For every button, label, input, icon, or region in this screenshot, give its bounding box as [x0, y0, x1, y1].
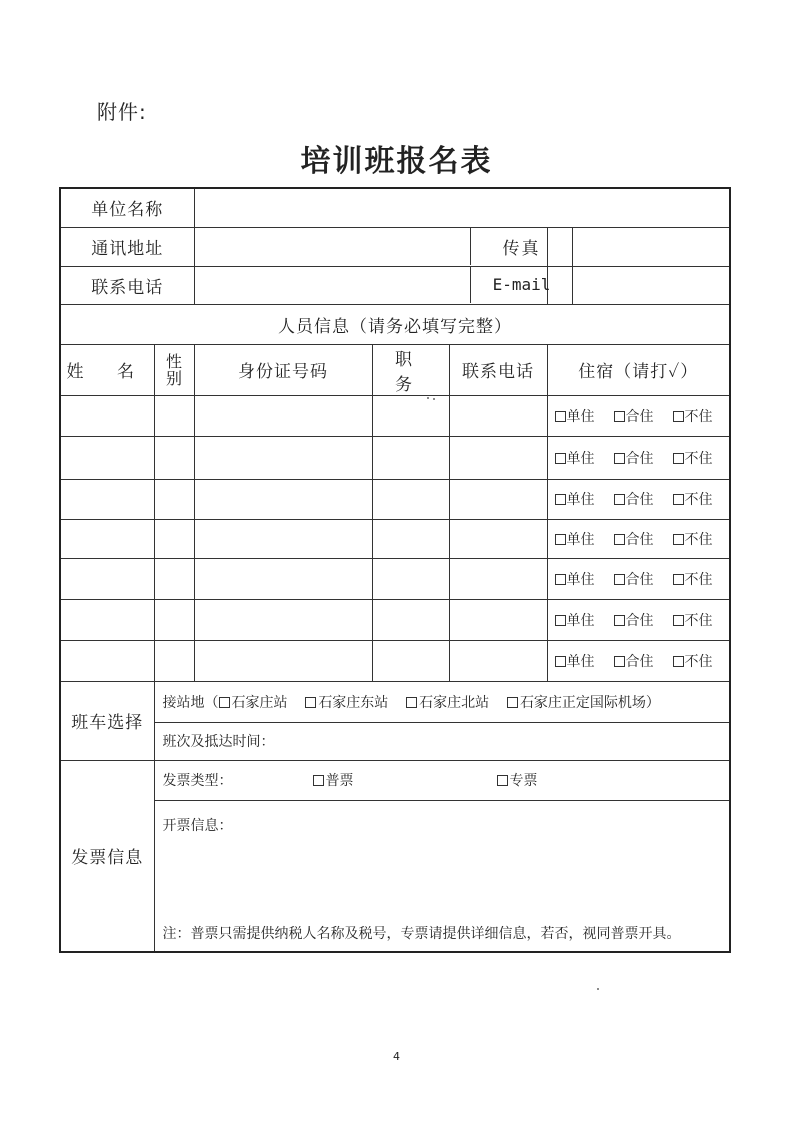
email-field[interactable] — [572, 266, 730, 304]
person-id-cell[interactable] — [194, 558, 372, 599]
person-position-cell[interactable] — [372, 640, 449, 681]
person-sex-cell[interactable] — [154, 599, 194, 640]
person-row — [60, 479, 730, 519]
person-name-cell[interactable] — [60, 519, 154, 558]
stay-option[interactable] — [555, 406, 614, 426]
stay-option-label: 合住 — [625, 571, 654, 588]
shuttle-row-1 — [60, 681, 730, 722]
stay-option[interactable] — [673, 448, 732, 468]
phone-label: 联系电话 — [60, 266, 194, 304]
person-position-cell[interactable] — [372, 519, 449, 558]
person-position-cell[interactable] — [372, 395, 449, 436]
invoice-option-label: 普票 — [325, 773, 354, 789]
accommodation-options — [547, 640, 730, 681]
col-name: 姓 名 — [60, 344, 154, 395]
stay-option-label: 不住 — [684, 492, 713, 508]
fax-field[interactable] — [572, 227, 730, 266]
station-label: 石家庄东站 — [318, 694, 389, 711]
stay-option[interactable] — [555, 448, 614, 468]
accommodation-options — [547, 599, 730, 640]
person-phone-cell[interactable] — [449, 558, 547, 599]
stay-option-label: 不住 — [684, 450, 713, 467]
col-id-number: 身份证号码 — [194, 344, 372, 395]
accommodation-options — [547, 558, 730, 599]
stay-option-label: 合住 — [625, 450, 654, 467]
stay-option[interactable] — [673, 489, 732, 509]
personnel-header: 人员信息（请务必填写完整） — [60, 304, 730, 344]
fax-label: 传真 — [470, 227, 572, 265]
checkbox-icon[interactable] — [614, 453, 625, 464]
checkbox-icon[interactable] — [673, 574, 684, 585]
pickup-line — [154, 681, 730, 722]
person-phone-cell[interactable] — [449, 519, 547, 558]
checkbox-icon[interactable] — [614, 534, 625, 545]
person-position-cell[interactable] — [372, 479, 449, 519]
person-phone-cell[interactable] — [449, 436, 547, 479]
stay-option-label: 合住 — [625, 612, 654, 629]
stay-option-label: 单住 — [566, 450, 595, 467]
checkbox-icon[interactable] — [555, 574, 566, 585]
person-position-cell[interactable] — [372, 436, 449, 479]
col-sex-line2: 别 — [165, 368, 182, 388]
checkbox-icon[interactable] — [614, 494, 625, 505]
checkbox-icon[interactable] — [406, 697, 417, 708]
station-option-2[interactable] — [305, 695, 388, 711]
scan-speck — [597, 988, 599, 990]
unit-row — [60, 188, 730, 227]
checkbox-icon[interactable] — [313, 775, 324, 786]
person-sex-cell[interactable] — [154, 519, 194, 558]
checkbox-icon[interactable] — [219, 697, 230, 708]
unit-field[interactable] — [194, 188, 730, 227]
person-row — [60, 436, 730, 479]
stay-option-label: 不住 — [684, 653, 713, 670]
person-row — [60, 395, 730, 436]
person-phone-cell[interactable] — [449, 479, 547, 519]
stay-option-label: 不住 — [684, 408, 713, 425]
checkbox-icon[interactable] — [614, 574, 625, 585]
stay-option[interactable] — [673, 610, 732, 630]
person-sex-cell[interactable] — [154, 479, 194, 519]
stay-option[interactable] — [614, 569, 673, 589]
registration-form-table — [59, 187, 731, 953]
person-sex-cell[interactable] — [154, 558, 194, 599]
stay-option-label: 单住 — [566, 571, 595, 588]
scan-speck — [433, 398, 435, 400]
pickup-prefix: 接站地（ — [162, 694, 219, 711]
checkbox-icon[interactable] — [614, 615, 625, 626]
station-label: 石家庄北站 — [419, 694, 490, 711]
stay-option[interactable] — [555, 610, 614, 630]
invoice-note: 注：普票只需提供纳税人名称及税号，专票请提供详细信息，若否，视同普票开具。 — [162, 926, 681, 942]
checkbox-icon[interactable] — [673, 411, 684, 422]
column-header-row — [60, 344, 730, 395]
person-sex-cell[interactable] — [154, 640, 194, 681]
invoice-type-label: 发票类型： — [162, 773, 233, 789]
checkbox-icon[interactable] — [555, 494, 566, 505]
accommodation-options — [547, 519, 730, 558]
checkbox-icon[interactable] — [555, 453, 566, 464]
person-name-cell[interactable] — [60, 558, 154, 599]
stay-option[interactable] — [673, 569, 732, 589]
stay-option[interactable] — [614, 610, 673, 630]
accommodation-options — [547, 395, 730, 436]
stay-option-label: 单住 — [566, 531, 595, 548]
station-label: 石家庄正定国际机场） — [519, 694, 660, 711]
col-sex — [154, 344, 194, 395]
invoice-label: 发票信息 — [60, 760, 154, 952]
person-name-cell[interactable] — [60, 479, 154, 519]
person-id-cell[interactable] — [194, 599, 372, 640]
stay-option-label: 单住 — [566, 492, 595, 508]
stay-option-label: 不住 — [684, 571, 713, 588]
person-rows — [60, 395, 730, 681]
invoice-type-line — [154, 760, 730, 800]
person-sex-cell[interactable] — [154, 436, 194, 479]
shuttle-label: 班车选择 — [60, 681, 154, 760]
person-row — [60, 519, 730, 558]
stay-option[interactable] — [673, 406, 732, 426]
checkbox-icon[interactable] — [555, 411, 566, 422]
person-name-cell[interactable] — [60, 599, 154, 640]
arrival-time-label: 班次及抵达时间： — [162, 734, 275, 750]
address-row — [60, 227, 730, 266]
stay-option-label: 合住 — [625, 531, 654, 548]
stay-option[interactable] — [673, 529, 732, 549]
person-name-cell[interactable] — [60, 436, 154, 479]
person-phone-cell[interactable] — [449, 640, 547, 681]
stay-option-label: 不住 — [684, 531, 713, 548]
email-label: E-mail — [470, 266, 572, 303]
person-row — [60, 558, 730, 599]
stay-option-label: 单住 — [566, 653, 595, 670]
personnel-header-row — [60, 304, 730, 344]
stay-option-label: 合住 — [625, 653, 654, 670]
station-option-1[interactable] — [219, 695, 288, 711]
stay-option[interactable] — [614, 406, 673, 426]
stay-option-label: 单住 — [566, 408, 595, 425]
stay-option[interactable] — [614, 448, 673, 468]
station-label: 石家庄站 — [231, 694, 288, 711]
invoice-option-label: 专票 — [509, 773, 538, 789]
accommodation-options — [547, 479, 730, 519]
invoice-info-label: 开票信息： — [162, 817, 233, 834]
shuttle-row-2 — [60, 722, 730, 760]
stay-option[interactable] — [555, 569, 614, 589]
person-sex-cell[interactable] — [154, 395, 194, 436]
invoice-option-normal[interactable] — [313, 770, 497, 790]
stay-option-label: 合住 — [625, 492, 654, 508]
person-id-cell[interactable] — [194, 395, 372, 436]
checkbox-icon[interactable] — [673, 494, 684, 505]
checkbox-icon[interactable] — [555, 534, 566, 545]
checkbox-icon[interactable] — [614, 411, 625, 422]
stay-option-label: 不住 — [684, 612, 713, 629]
invoice-info-field[interactable] — [154, 800, 730, 952]
attachment-label: 附件: — [97, 100, 147, 124]
checkbox-icon[interactable] — [673, 656, 684, 667]
stay-option-label: 合住 — [625, 408, 654, 425]
checkbox-icon[interactable] — [555, 615, 566, 626]
station-option-3[interactable] — [406, 695, 489, 711]
checkbox-icon[interactable] — [507, 697, 518, 708]
person-phone-cell[interactable] — [449, 599, 547, 640]
checkbox-icon[interactable] — [305, 697, 316, 708]
person-name-cell[interactable] — [60, 640, 154, 681]
stay-option[interactable] — [614, 651, 673, 671]
checkbox-icon[interactable] — [673, 615, 684, 626]
phone-row — [60, 266, 730, 304]
stay-option[interactable] — [555, 489, 614, 509]
person-row — [60, 640, 730, 681]
invoice-option-special[interactable] — [497, 773, 538, 789]
page-number: 4 — [393, 1050, 400, 1063]
person-position-cell[interactable] — [372, 558, 449, 599]
stay-option[interactable] — [555, 529, 614, 549]
person-id-cell[interactable] — [194, 436, 372, 479]
checkbox-icon[interactable] — [673, 534, 684, 545]
stay-option[interactable] — [555, 651, 614, 671]
person-id-cell[interactable] — [194, 519, 372, 558]
person-phone-cell[interactable] — [449, 395, 547, 436]
col-accommodation: 住宿（请打✓） — [547, 344, 730, 395]
stay-option[interactable] — [614, 489, 673, 509]
person-id-cell[interactable] — [194, 640, 372, 681]
scan-speck — [427, 397, 429, 399]
person-id-cell[interactable] — [194, 479, 372, 519]
checkbox-icon[interactable] — [673, 453, 684, 464]
person-row — [60, 599, 730, 640]
station-option-4[interactable] — [507, 695, 660, 711]
col-sex-line1: 性 — [165, 351, 182, 371]
checkbox-icon[interactable] — [555, 656, 566, 667]
stay-option[interactable] — [673, 651, 732, 671]
arrival-time-field[interactable] — [154, 722, 730, 760]
form-title: 培训班报名表 — [300, 144, 493, 179]
unit-label: 单位名称 — [60, 188, 194, 227]
address-label: 通讯地址 — [60, 227, 194, 266]
accommodation-options — [547, 436, 730, 479]
person-position-cell[interactable] — [372, 599, 449, 640]
invoice-row-2 — [60, 800, 730, 952]
invoice-row-1 — [60, 760, 730, 800]
col-phone: 联系电话 — [449, 344, 547, 395]
checkbox-icon[interactable] — [497, 775, 508, 786]
stay-option-label: 单住 — [566, 612, 595, 629]
person-name-cell[interactable] — [60, 395, 154, 436]
col-position: 职 务 — [372, 344, 449, 395]
checkbox-icon[interactable] — [614, 656, 625, 667]
stay-option[interactable] — [614, 529, 673, 549]
